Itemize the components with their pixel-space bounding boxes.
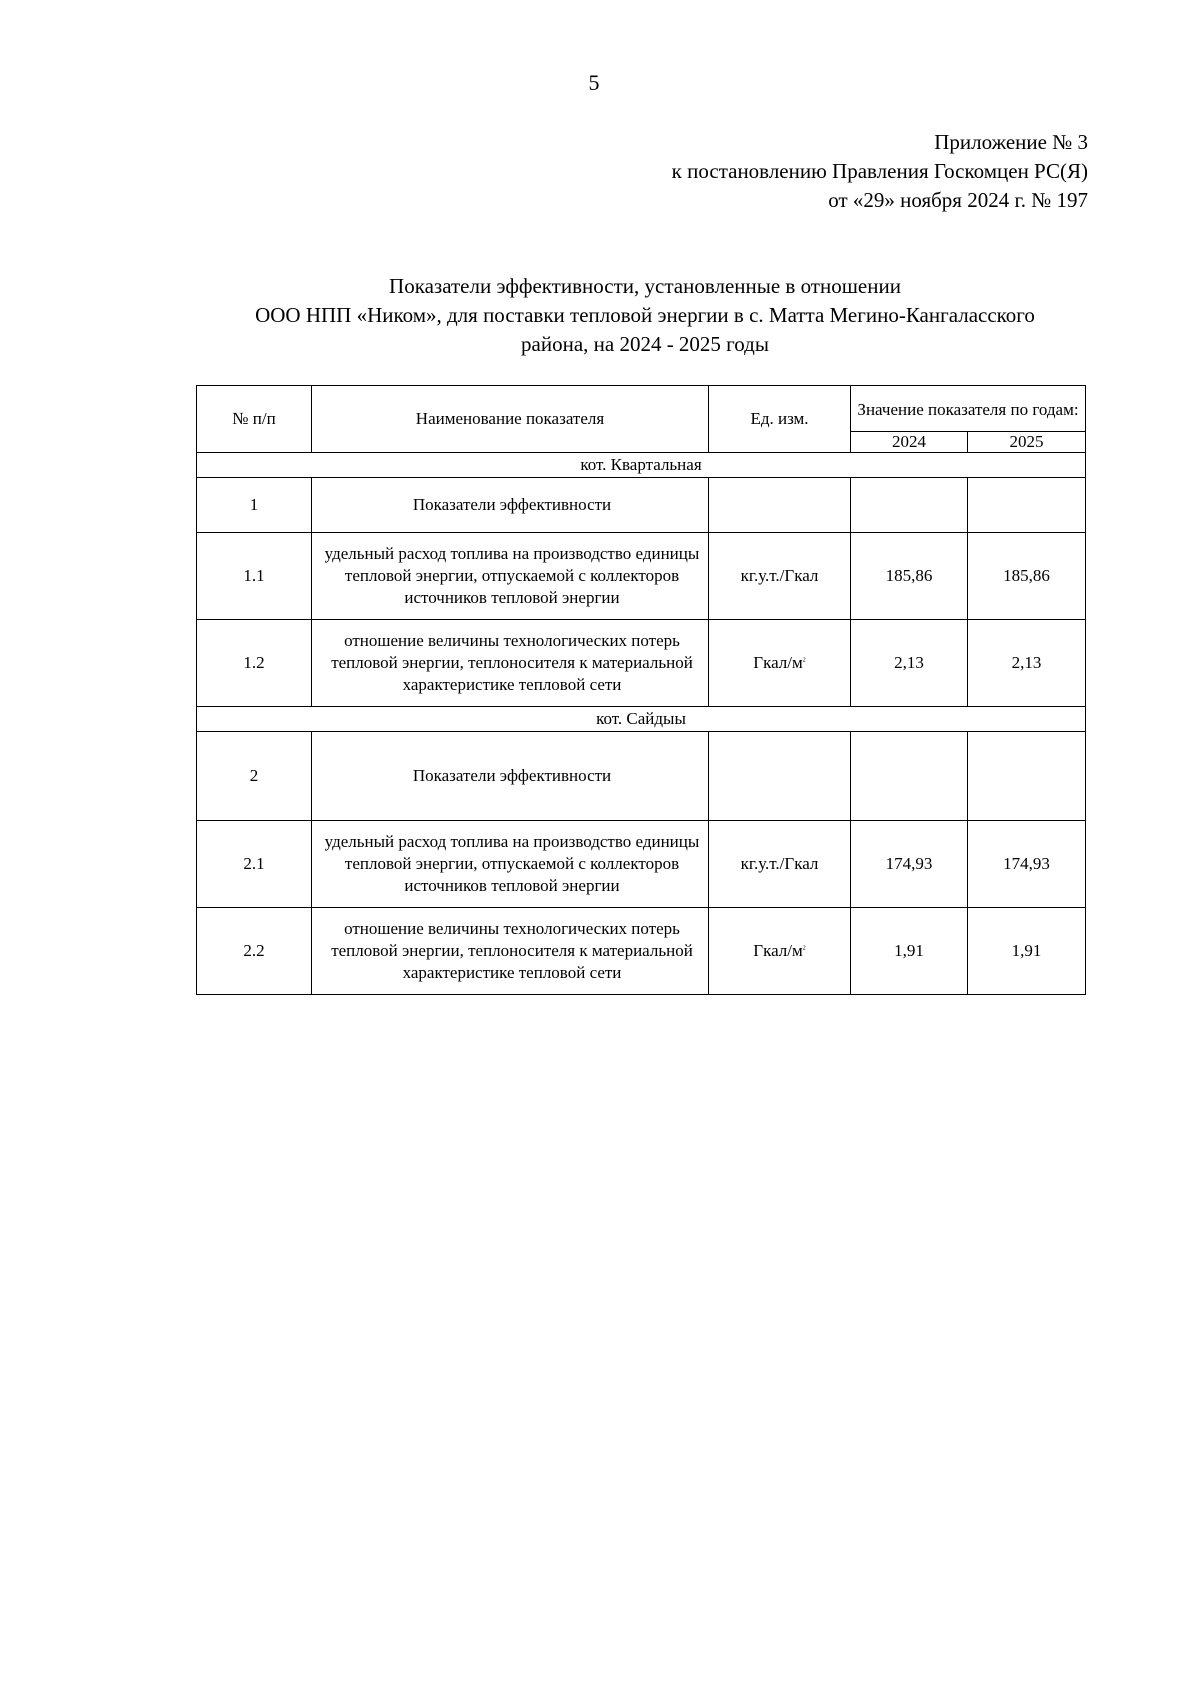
header-name: Наименование показателя: [312, 386, 709, 453]
row-num: 1.2: [197, 620, 312, 707]
row-value-2025: 174,93: [968, 821, 1086, 908]
row-num: 1: [197, 478, 312, 533]
row-value-2025: 185,86: [968, 533, 1086, 620]
document-title: [150, 272, 1140, 359]
appendix-line-1: Приложение № 3: [934, 130, 1088, 154]
row-unit: [709, 478, 851, 533]
header-year-2025: 2025: [968, 432, 1086, 453]
table-row: [197, 533, 1086, 620]
row-name: отношение величины технологических потерь тепловой энергии, теплоносителя к материальной характеристике тепловой сети: [312, 908, 709, 995]
row-unit: [709, 620, 851, 707]
row-name: отношение величины технологических потерь тепловой энергии, теплоносителя к материальной характеристике тепловой сети: [312, 620, 709, 707]
row-value-2025: 1,91: [968, 908, 1086, 995]
title-line-3: района, на 2024 - 2025 годы: [521, 332, 769, 356]
row-unit: [709, 732, 851, 821]
appendix-reference: [672, 128, 1088, 215]
header-unit: Ед. изм.: [709, 386, 851, 453]
unit-text: Гкал/м: [753, 653, 803, 672]
table-row: [197, 732, 1086, 821]
row-num: 2.1: [197, 821, 312, 908]
row-name: Показатели эффективности: [312, 732, 709, 821]
row-value-2024: 1,91: [851, 908, 968, 995]
table-row: [197, 620, 1086, 707]
section-row: [197, 453, 1086, 478]
title-line-1: Показатели эффективности, установленные в отношении: [389, 274, 901, 298]
row-value-2024: [851, 732, 968, 821]
appendix-line-2: к постановлению Правления Госкомцен РС(Я): [671, 159, 1088, 183]
section-title: кот. Квартальная: [197, 453, 1086, 478]
row-value-2025: [968, 732, 1086, 821]
row-name: удельный расход топлива на производство единицы тепловой энергии, отпускаемой с коллекторов источников тепловой энергии: [312, 821, 709, 908]
title-line-2: ООО НПП «Ником», для поставки тепловой энергии в с. Матта Мегино-Кангаласского: [255, 303, 1035, 327]
indicators-table: [196, 385, 1086, 995]
row-num: 2.2: [197, 908, 312, 995]
unit-superscript: 2: [802, 945, 806, 952]
header-num: № п/п: [197, 386, 312, 453]
appendix-line-3: от «29» ноября 2024 г. № 197: [828, 188, 1088, 212]
section-title: кот. Сайдыы: [197, 707, 1086, 732]
header-values: Значение показателя по годам:: [851, 386, 1086, 432]
row-name: Показатели эффективности: [312, 478, 709, 533]
row-unit: кг.у.т./Гкал: [709, 533, 851, 620]
row-unit: [709, 908, 851, 995]
row-num: 2: [197, 732, 312, 821]
section-row: [197, 707, 1086, 732]
row-value-2024: 185,86: [851, 533, 968, 620]
row-value-2024: 2,13: [851, 620, 968, 707]
page-number: 5: [588, 70, 600, 95]
unit-text: Гкал/м: [753, 941, 803, 960]
unit-superscript: 2: [802, 657, 806, 664]
table-row: [197, 478, 1086, 533]
row-name: удельный расход топлива на производство единицы тепловой энергии, отпускаемой с коллекторов источников тепловой энергии: [312, 533, 709, 620]
row-value-2024: 174,93: [851, 821, 968, 908]
row-num: 1.1: [197, 533, 312, 620]
row-value-2025: 2,13: [968, 620, 1086, 707]
row-unit: кг.у.т./Гкал: [709, 821, 851, 908]
header-year-2024: 2024: [851, 432, 968, 453]
row-value-2024: [851, 478, 968, 533]
row-value-2025: [968, 478, 1086, 533]
table-row: [197, 908, 1086, 995]
table-row: [197, 821, 1086, 908]
